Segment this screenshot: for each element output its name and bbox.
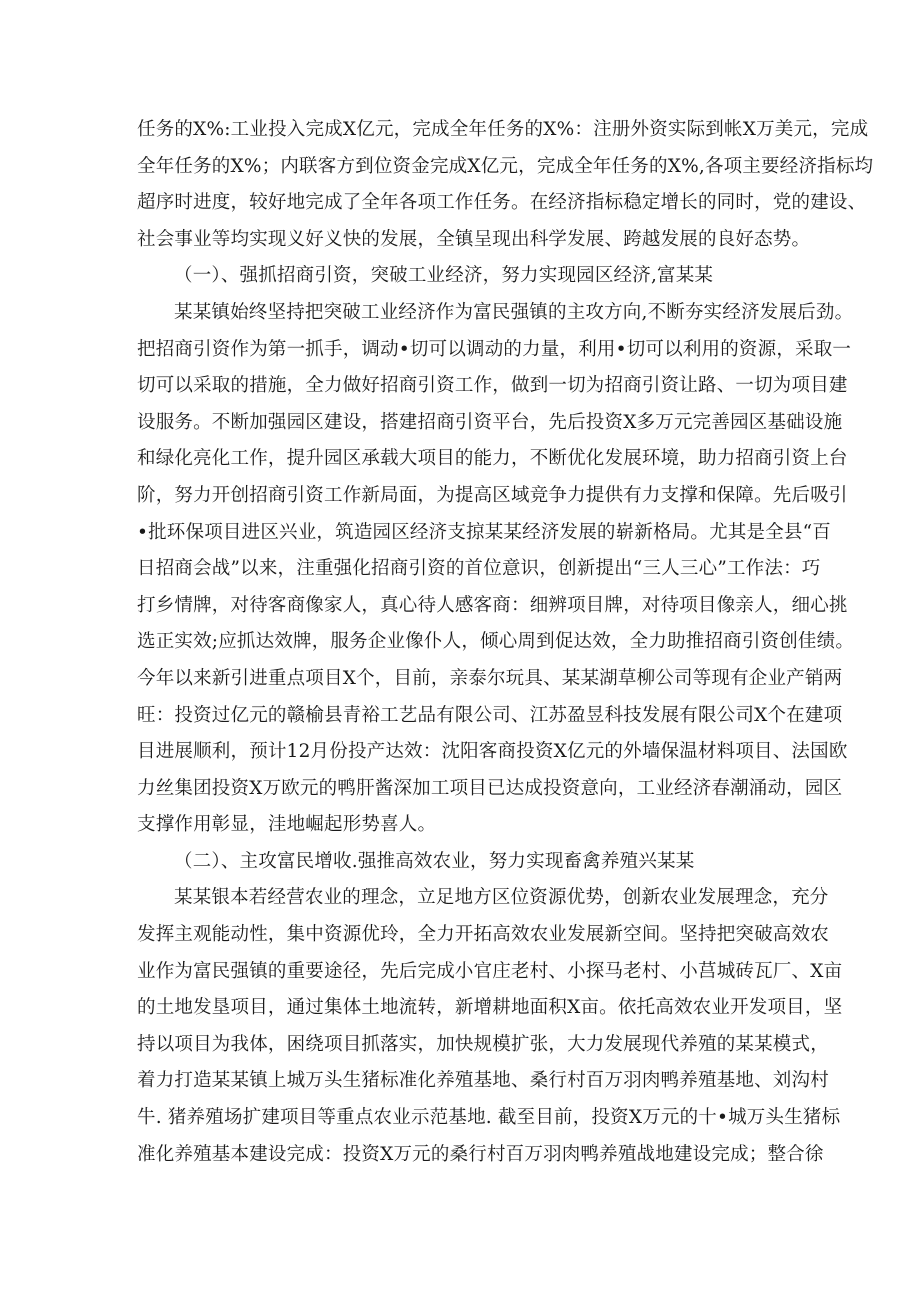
paragraph-line: 设服务。不断加强园区建设，搭建招商引资平台，先后投资X多万元完善园区基础设施 (137, 411, 843, 433)
paragraph-line: 力丝集团投资X万欧元的鸭肝酱深加工项目已达成投资意向，工业经济春潮涌动，园区 (137, 777, 843, 799)
paragraph-line: 业作为富民强镇的重要途径，先后完成小官庄老村、小探马老村、小莒城砖瓦厂、X亩 (137, 960, 843, 982)
paragraph-line: 目进展顺利，预计12月份投产达效：沈阳客商投资X亿元的外墙保温材料项目、法国欧 (137, 741, 848, 763)
paragraph-line: 某某银本若经营农业的理念，立足地方区位资源优势，创新农业发展理念，充分 (174, 887, 829, 909)
paragraph-line: 某某镇始终坚持把突破工业经济作为富民强镇的主攻方向,不断夯实经济发展后劲。 (174, 301, 854, 323)
paragraph-line: 发挥主观能动性，集中资源优玲，全力开拓高效农业发展新空间。坚持把突破高效农 (137, 924, 829, 946)
section-heading: （一）、强抓招商引资，突破工业经济，努力实现园区经济,富某某 (174, 265, 714, 287)
paragraph-line: 选正实效;应抓达效牌，服务企业像仆人，倾心周到促达效，全力助推招商引资创佳绩。 (137, 631, 855, 653)
document-page (137, 112, 874, 1173)
paragraph-line: 旺：投资过亿元的赣榆县青裕工艺品有限公司、江苏盈昱科技发展有限公司X个在建项 (137, 704, 843, 726)
paragraph-line: 的土地发垦项目，通过集体土地流转，新增耕地面积X亩。依托高效农业开发项目，坚 (137, 997, 843, 1019)
section-heading: （二）、主攻富民增收.强推高效农业，努力实现畜禽养殖兴某某 (174, 850, 695, 872)
paragraph-line: 日招商会战”以来，注重强化招商引资的首位意识，创新提出“三人三心”工作法：巧 (137, 558, 821, 580)
paragraph-line: 支撑作用彰显，洼地崛起形势喜人。 (137, 814, 437, 836)
paragraph-line: 任务的X%:工业投入完成X亿元，完成全年任务的X%：注册外资实际到帐X万美元，完成 (137, 119, 869, 140)
paragraph-line: 持以项目为我体，困绕项目抓落实，加快规模扩张，大力发展现代养殖的某某模式， (137, 1033, 829, 1055)
paragraph-line: 今年以来新引进重点项目X个，目前，亲泰尔玩具、某某湖草柳公司等现有企业产销两 (137, 667, 843, 689)
paragraph-line: 准化养殖基本建设完成：投资X万元的桑行村百万羽肉鸭养殖战地建设完成；整合徐 (137, 1143, 824, 1165)
paragraph-line: 牛. 猪养殖场扩建项目等重点农业示范基地. 截至目前，投资X万元的十•城万头生猪标 (137, 1107, 841, 1129)
paragraph-line: 全年任务的X%；内联客方到位资金完成X亿元，完成全年任务的X%,各项主要经济指标均 (137, 155, 874, 177)
paragraph-line: 阶，努力开创招商引资工作新局面，为提高区域竞争力提供有力支撑和保障。先后吸引 (137, 484, 848, 506)
paragraph-line: 着力打造某某镇上城万头生猪标准化养殖基地、桑行村百万羽肉鸭养殖基地、刘沟村 (137, 1070, 829, 1092)
paragraph-line: 把招商引资作为第一抓手，调动•切可以调动的力量，利用•切可以利用的资源，采取一 (137, 338, 852, 360)
paragraph-line: 超序时进度，较好地完成了全年各项工作任务。在经济指标稳定增长的同时，党的建设、 (137, 192, 867, 214)
paragraph-line: 打乡情牌，对待客商像家人，真心待人感客商：细辨项目牌，对待项目像亲人，细心挑 (137, 594, 848, 616)
paragraph-line: •批环保项目进区兴业，筑造园区经济支掠某某经济发展的崭新格局。尤其是全县“百 (137, 521, 831, 543)
paragraph-line: 社会事业等均实现义好义快的发展，全镇呈现出科学发展、跨越发展的良好态势。 (137, 228, 811, 250)
paragraph-line: 和绿化亮化工作，提升园区承载大项目的能力，不断优化发展环境，助力招商引资上台 (137, 448, 848, 470)
paragraph-line: 切可以采取的措施，全力做好招商引资工作，做到一切为招商引资让路、一切为项目建 (137, 375, 848, 397)
